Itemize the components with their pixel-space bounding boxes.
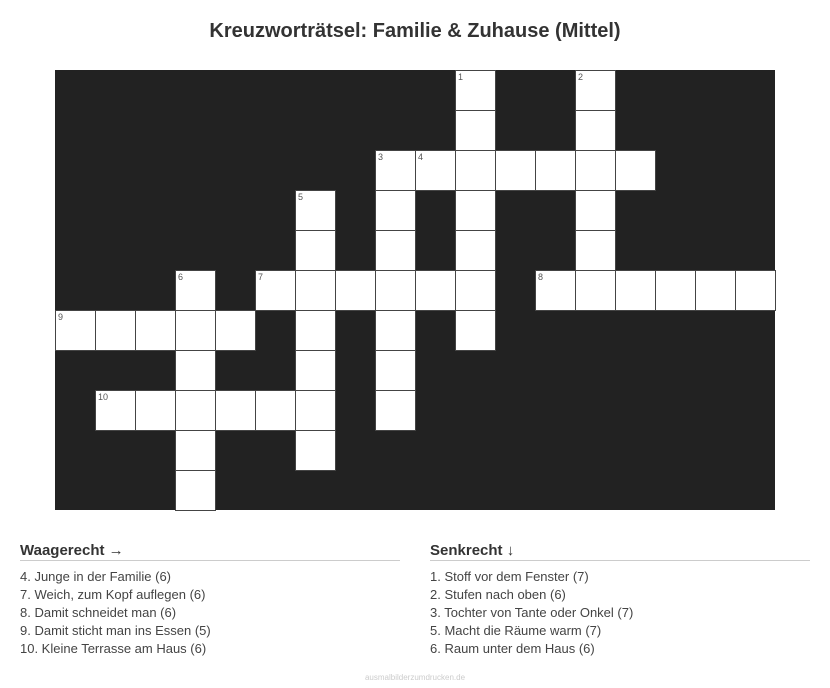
crossword-cell[interactable] <box>655 270 696 311</box>
crossword-cell[interactable] <box>455 270 496 311</box>
crossword-cell[interactable] <box>375 190 416 231</box>
crossword-cell[interactable] <box>295 190 336 231</box>
crossword-cell[interactable] <box>295 310 336 351</box>
crossword-cell[interactable] <box>575 230 616 271</box>
crossword-cell[interactable] <box>575 110 616 151</box>
crossword-cell[interactable] <box>175 430 216 471</box>
crossword-cell[interactable] <box>375 230 416 271</box>
crossword-cell[interactable] <box>335 270 376 311</box>
crossword-cell[interactable] <box>295 430 336 471</box>
page-title: Kreuzworträtsel: Familie & Zuhause (Mittel) <box>209 20 621 42</box>
crossword-cell[interactable] <box>175 310 216 351</box>
crossword-cell[interactable] <box>735 270 776 311</box>
clue-number: 10 <box>98 392 109 402</box>
crossword-cell[interactable] <box>295 230 336 271</box>
crossword-cell[interactable] <box>255 270 296 311</box>
clue-number: 5 <box>298 192 304 202</box>
down-clues-section <box>430 540 810 658</box>
crossword-cell[interactable] <box>375 150 416 191</box>
down-clue: 1. Stoff vor dem Fenster (7) <box>430 569 589 584</box>
clue-number: 2 <box>578 72 584 82</box>
across-clue: 9. Damit sticht man ins Essen (5) <box>20 623 211 638</box>
crossword-cell[interactable] <box>135 310 176 351</box>
crossword-cell[interactable] <box>415 150 456 191</box>
crossword-cell[interactable] <box>175 470 216 511</box>
crossword-cell[interactable] <box>535 270 576 311</box>
clue-number: 7 <box>258 272 264 282</box>
down-clue: 5. Macht die Räume warm (7) <box>430 623 602 638</box>
crossword-cell[interactable] <box>295 350 336 391</box>
crossword-cell[interactable] <box>375 390 416 431</box>
crossword-cell[interactable] <box>575 70 616 111</box>
down-heading: Senkrecht ↓ <box>430 540 810 561</box>
crossword-cell[interactable] <box>95 390 136 431</box>
crossword-cell[interactable] <box>175 390 216 431</box>
clue-number: 9 <box>58 312 64 322</box>
crossword-cell[interactable] <box>615 150 656 191</box>
crossword-cell[interactable] <box>535 150 576 191</box>
crossword-cell[interactable] <box>695 270 736 311</box>
clue-number: 6 <box>178 272 184 282</box>
crossword-cell[interactable] <box>295 390 336 431</box>
across-clue-list <box>20 568 400 658</box>
clue-number: 3 <box>378 152 384 162</box>
across-clue: 10. Kleine Terrasse am Haus (6) <box>20 641 207 656</box>
crossword-cell[interactable] <box>455 110 496 151</box>
crossword-cell[interactable] <box>575 150 616 191</box>
crossword-cell[interactable] <box>455 310 496 351</box>
across-clue: 8. Damit schneidet man (6) <box>20 605 177 620</box>
crossword-cell[interactable] <box>455 70 496 111</box>
down-clue: 3. Tochter von Tante oder Onkel (7) <box>430 605 634 620</box>
clue-number: 8 <box>538 272 544 282</box>
down-clue: 6. Raum unter dem Haus (6) <box>430 641 595 656</box>
crossword-cell[interactable] <box>495 150 536 191</box>
across-clue: 4. Junge in der Familie (6) <box>20 569 172 584</box>
clue-number: 4 <box>418 152 424 162</box>
down-clue: 2. Stufen nach oben (6) <box>430 587 566 602</box>
crossword-cell[interactable] <box>375 310 416 351</box>
across-clue: 7. Weich, zum Kopf auflegen (6) <box>20 587 206 602</box>
crossword-cell[interactable] <box>615 270 656 311</box>
crossword-cell[interactable] <box>375 350 416 391</box>
across-clues-section <box>20 540 400 658</box>
crossword-grid <box>55 70 775 510</box>
crossword-cell[interactable] <box>295 270 336 311</box>
crossword-cell[interactable] <box>575 270 616 311</box>
crossword-cell[interactable] <box>455 230 496 271</box>
footer-credit: ausmalbilderzumdrucken.de <box>364 673 466 682</box>
crossword-cell[interactable] <box>215 310 256 351</box>
clue-number: 1 <box>458 72 464 82</box>
crossword-cell[interactable] <box>455 190 496 231</box>
crossword-cell[interactable] <box>255 390 296 431</box>
crossword-cell[interactable] <box>55 310 96 351</box>
across-heading: Waagerecht → <box>20 540 400 561</box>
crossword-cell[interactable] <box>375 270 416 311</box>
down-clue-list <box>430 568 810 658</box>
crossword-cell[interactable] <box>95 310 136 351</box>
crossword-cell[interactable] <box>175 270 216 311</box>
crossword-cell[interactable] <box>455 150 496 191</box>
crossword-cell[interactable] <box>175 350 216 391</box>
crossword-cell[interactable] <box>135 390 176 431</box>
crossword-cell[interactable] <box>415 270 456 311</box>
crossword-cell[interactable] <box>215 390 256 431</box>
crossword-cell[interactable] <box>575 190 616 231</box>
